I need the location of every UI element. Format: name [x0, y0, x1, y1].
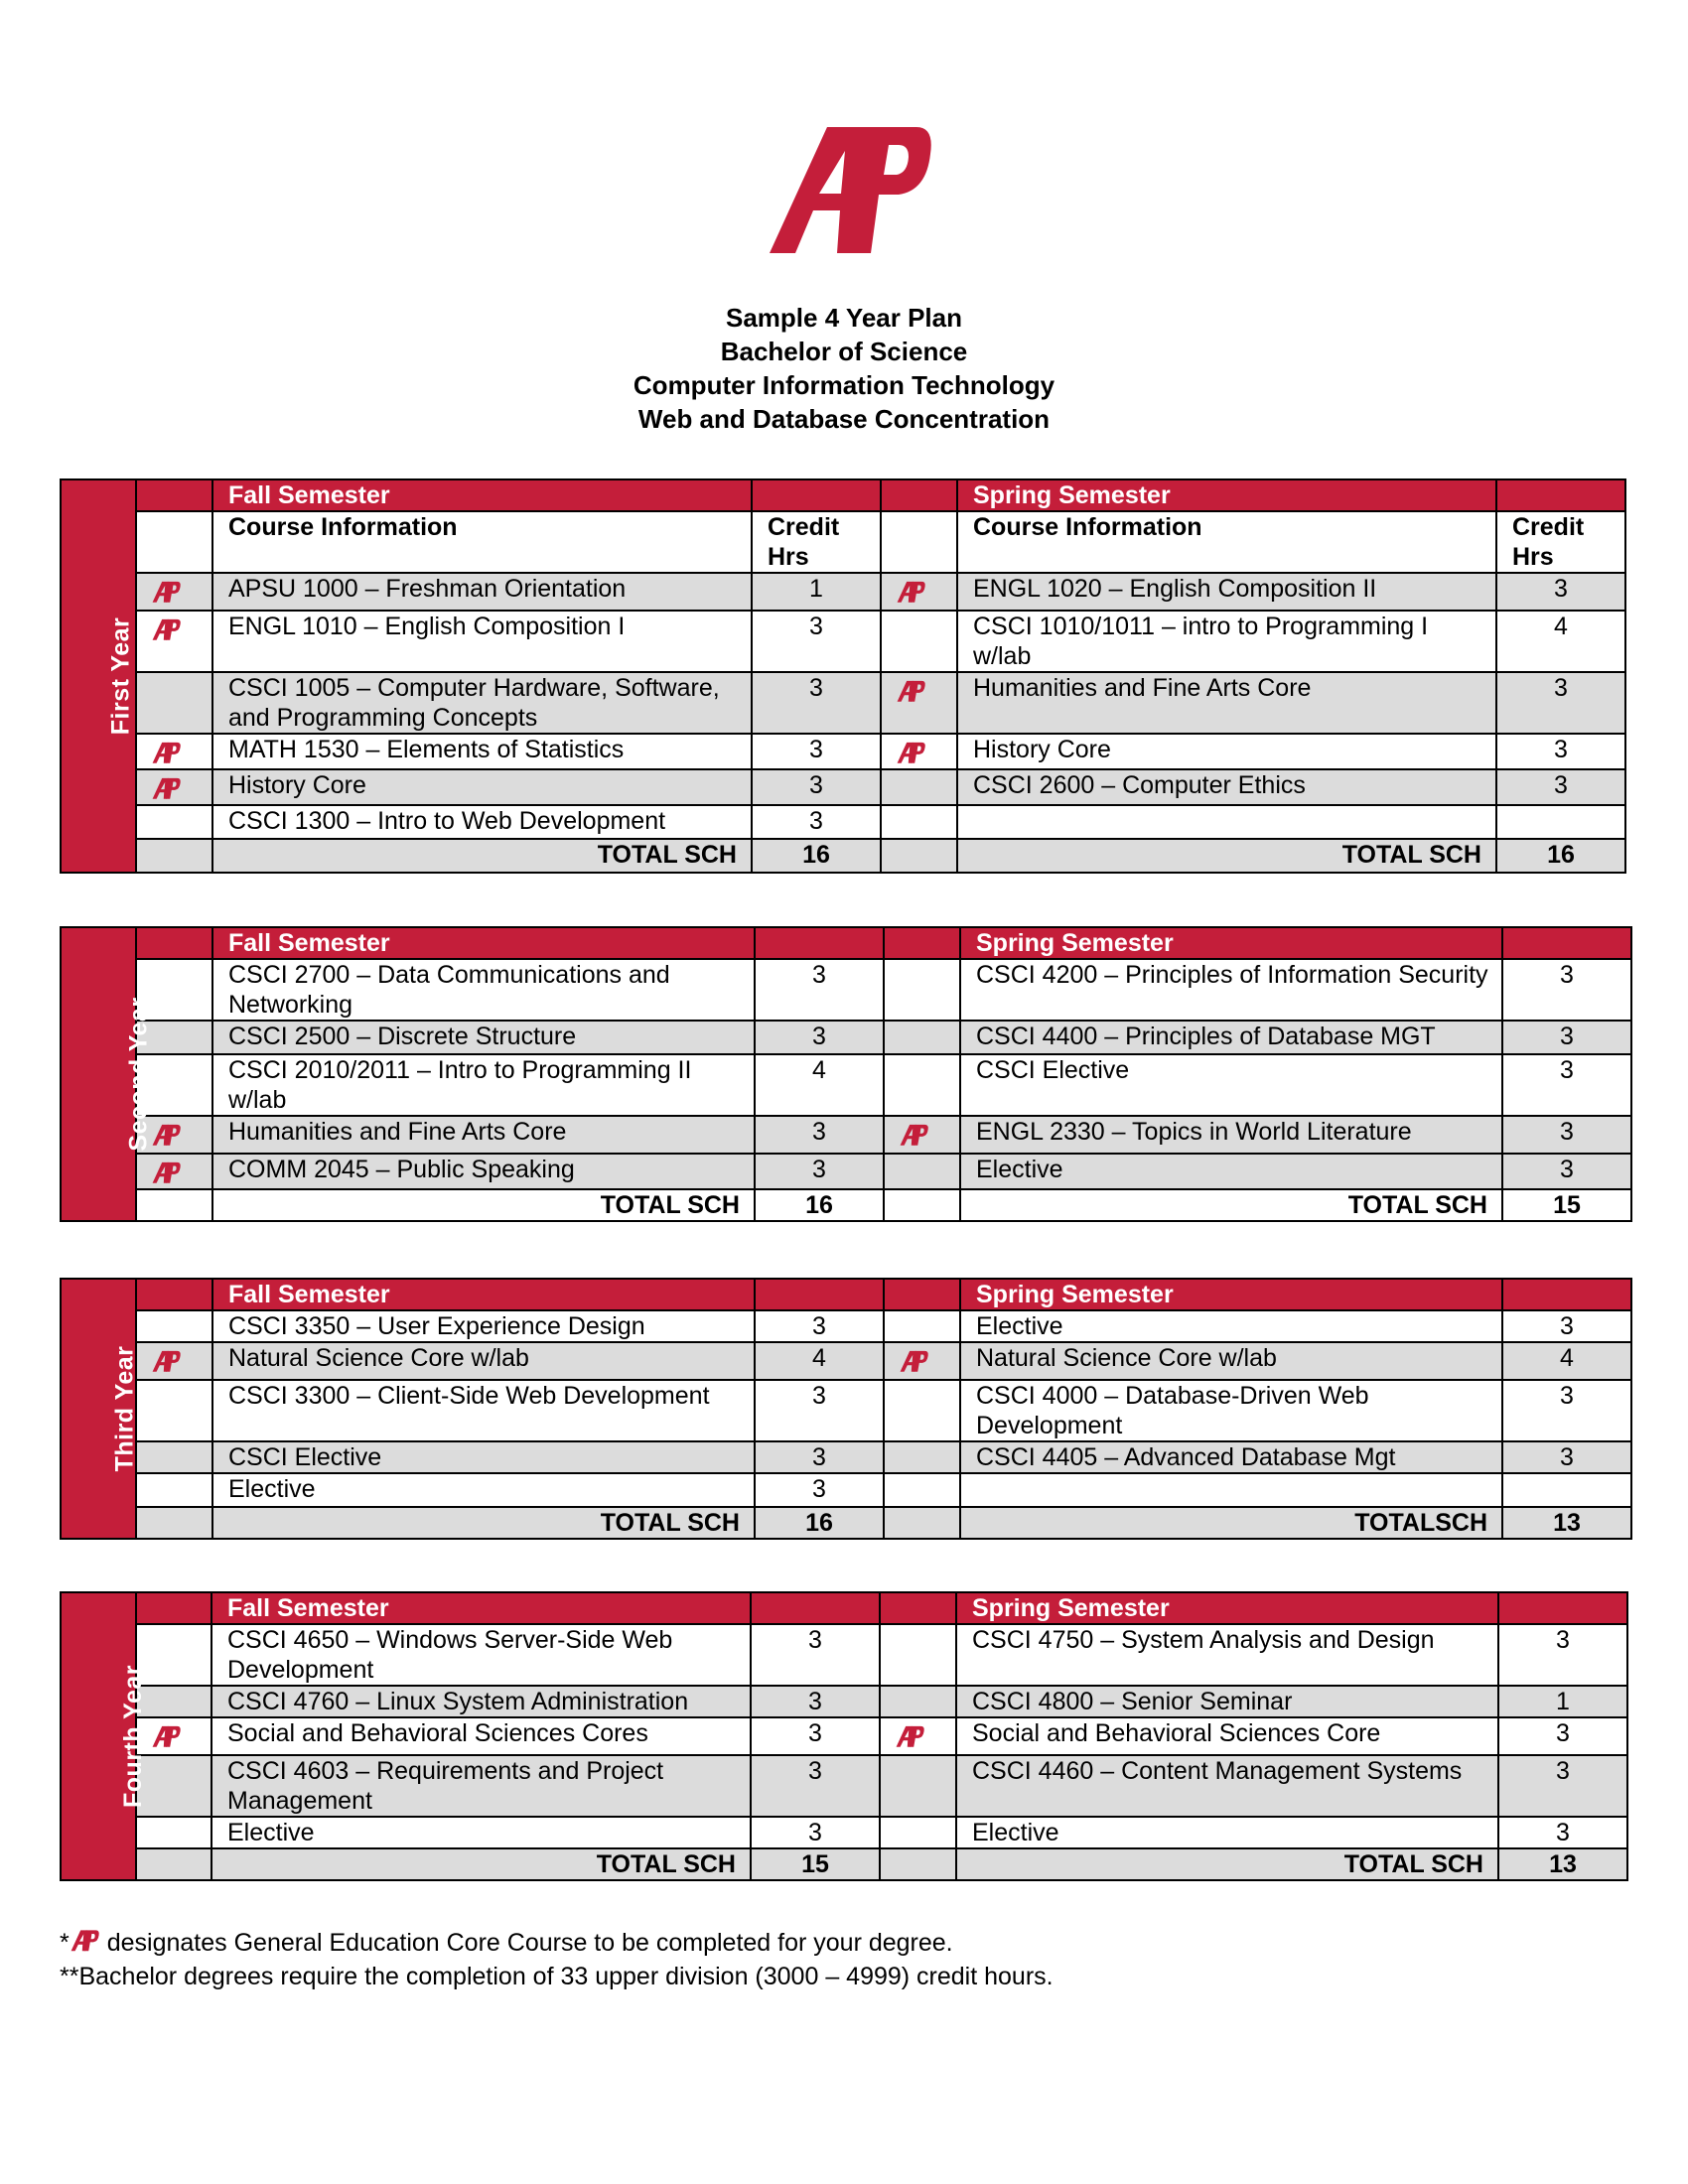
fall-credit-hrs: 3	[755, 1021, 884, 1054]
ap-core-icon	[151, 1159, 183, 1185]
total-spacer	[884, 1189, 960, 1221]
spring-core-marker	[884, 1116, 960, 1154]
spring-core-marker	[884, 1342, 960, 1380]
spring-semester-header: Spring Semester	[960, 1279, 1502, 1310]
year-label-cell	[61, 1592, 147, 1880]
fall-course: CSCI 2700 – Data Communications and Networking	[212, 959, 755, 1021]
spring-course: CSCI 4405 – Advanced Database Mgt	[960, 1441, 1502, 1473]
course-row	[61, 805, 1625, 839]
course-row	[61, 1310, 1631, 1342]
spring-course: History Core	[957, 734, 1496, 769]
fall-core-marker	[136, 805, 212, 839]
spring-total-label: TOTAL SCH	[956, 1848, 1498, 1880]
fall-credit-hrs: 3	[752, 734, 881, 769]
spring-semester-header: Spring Semester	[956, 1592, 1498, 1624]
fall-course: CSCI 1300 – Intro to Web Development	[212, 805, 752, 839]
spring-credit-hrs: 3	[1502, 1054, 1631, 1116]
fall-core-marker	[136, 573, 212, 611]
spring-core-marker	[884, 1054, 960, 1116]
ap-core-icon	[151, 1347, 183, 1374]
spring-course: CSCI Elective	[960, 1054, 1502, 1116]
fall-credit-hrs: 3	[755, 1441, 884, 1473]
spring-credit-hrs: 3	[1502, 959, 1631, 1021]
spring-course	[957, 805, 1496, 839]
fall-course: CSCI 3300 – Client-Side Web Development	[212, 1380, 755, 1441]
course-row	[61, 1441, 1631, 1473]
ap-core-icon	[151, 578, 183, 605]
year-label-cell	[61, 1279, 139, 1539]
course-row	[61, 1342, 1631, 1380]
ap-core-icon	[151, 1121, 183, 1148]
fall-course: CSCI 2010/2011 – Intro to Programming II w/lab	[212, 1054, 755, 1116]
spring-core-marker	[880, 1817, 956, 1848]
fall-credit-hrs: 1	[752, 573, 881, 611]
header-spacer	[1502, 927, 1631, 959]
fall-credit-hrs: 3	[752, 805, 881, 839]
ap-core-icon	[151, 615, 183, 642]
total-spacer	[136, 1848, 211, 1880]
spring-credit-hrs: 3	[1498, 1717, 1627, 1755]
title-line-3: Computer Information Technology	[633, 370, 1055, 400]
title-line-2: Bachelor of Science	[720, 337, 968, 366]
fall-core-marker	[136, 1310, 212, 1342]
course-row	[61, 672, 1625, 734]
course-row	[61, 573, 1625, 611]
fall-course: CSCI 2500 – Discrete Structure	[212, 1021, 755, 1054]
fall-semester-header: Fall Semester	[212, 1279, 755, 1310]
fall-total-label: TOTAL SCH	[212, 839, 752, 873]
fall-core-marker	[136, 1473, 212, 1507]
spring-course: CSCI 4460 – Content Management Systems	[956, 1755, 1498, 1817]
credit-hrs-header: Credit Hrs	[1496, 511, 1625, 573]
spring-credit-hrs: 3	[1502, 1380, 1631, 1441]
spring-core-marker	[884, 1441, 960, 1473]
spring-credit-hrs: 3	[1502, 1154, 1631, 1189]
title-line-1: Sample 4 Year Plan	[726, 303, 962, 333]
spring-total-label: TOTAL SCH	[957, 839, 1496, 873]
fall-credit-hrs: 3	[755, 1310, 884, 1342]
fall-credit-hrs: 3	[755, 959, 884, 1021]
header-spacer	[1502, 1279, 1631, 1310]
total-spacer	[136, 839, 212, 873]
spring-core-marker	[884, 1021, 960, 1054]
spring-credit-hrs: 3	[1496, 573, 1625, 611]
spring-course: CSCI 1010/1011 – intro to Programming I w/lab	[957, 611, 1496, 672]
fall-course: Elective	[211, 1817, 751, 1848]
spring-course: Humanities and Fine Arts Core	[957, 672, 1496, 734]
year-label: Third Year	[110, 1345, 139, 1472]
icon-column-header	[881, 511, 957, 573]
spring-core-marker	[884, 1310, 960, 1342]
spring-credit-hrs	[1502, 1473, 1631, 1507]
ap-core-icon	[151, 774, 183, 801]
fall-total-value: 16	[752, 839, 881, 873]
spring-core-marker	[881, 573, 957, 611]
header-spacer	[755, 1279, 884, 1310]
spring-core-marker	[880, 1624, 956, 1686]
total-spacer	[136, 1189, 212, 1221]
course-row	[61, 734, 1625, 769]
fall-core-marker	[136, 1817, 211, 1848]
header-spacer	[136, 1592, 211, 1624]
ap-core-icon	[899, 1121, 930, 1148]
spring-course: CSCI 4200 – Principles of Information Security	[960, 959, 1502, 1021]
fall-credit-hrs: 3	[751, 1817, 880, 1848]
ap-core-icon	[70, 1927, 101, 1953]
ap-core-icon	[151, 1722, 183, 1749]
spring-credit-hrs: 4	[1502, 1342, 1631, 1380]
spring-credit-hrs: 4	[1496, 611, 1625, 672]
spring-course: Natural Science Core w/lab	[960, 1342, 1502, 1380]
spring-credit-hrs: 1	[1498, 1686, 1627, 1717]
header-spacer	[1498, 1592, 1627, 1624]
header-spacer	[884, 927, 960, 959]
header-spacer	[752, 479, 881, 511]
fall-course: CSCI 4760 – Linux System Administration	[211, 1686, 751, 1717]
fall-course: APSU 1000 – Freshman Orientation	[212, 573, 752, 611]
year-label: First Year	[106, 616, 135, 736]
spring-credit-hrs: 3	[1502, 1116, 1631, 1154]
fall-credit-hrs: 3	[755, 1380, 884, 1441]
fall-core-marker	[136, 1380, 212, 1441]
total-spacer	[884, 1507, 960, 1539]
spring-credit-hrs: 3	[1498, 1817, 1627, 1848]
fall-credit-hrs: 3	[752, 611, 881, 672]
course-row	[61, 959, 1631, 1021]
fall-core-marker	[136, 672, 212, 734]
fall-course: Humanities and Fine Arts Core	[212, 1116, 755, 1154]
course-info-header: Course Information	[212, 511, 752, 573]
total-spacer	[881, 839, 957, 873]
fall-core-marker	[136, 1441, 212, 1473]
year-label-cell	[61, 479, 136, 873]
course-row	[61, 1054, 1631, 1116]
spring-course: CSCI 4800 – Senior Seminar	[956, 1686, 1498, 1717]
course-info-header: Course Information	[957, 511, 1496, 573]
fall-course: ENGL 1010 – English Composition I	[212, 611, 752, 672]
fall-core-marker	[136, 1342, 212, 1380]
title-line-4: Web and Database Concentration	[637, 404, 1051, 434]
course-row	[61, 1755, 1627, 1817]
spring-total-value: 16	[1496, 839, 1625, 873]
ap-core-icon	[896, 739, 927, 765]
fall-course: CSCI 1005 – Computer Hardware, Software, and Programming Concepts	[212, 672, 752, 734]
fall-semester-header: Fall Semester	[212, 479, 752, 511]
spring-course: Elective	[960, 1310, 1502, 1342]
spring-course: Elective	[956, 1817, 1498, 1848]
year-plan-table	[60, 478, 1626, 874]
fall-total-label: TOTAL SCH	[212, 1189, 755, 1221]
footnote-core	[60, 1926, 1054, 1960]
ap-core-icon	[896, 677, 927, 704]
spring-credit-hrs: 3	[1496, 769, 1625, 805]
course-row	[61, 1473, 1631, 1507]
course-row	[61, 1624, 1627, 1686]
fall-credit-hrs: 3	[751, 1717, 880, 1755]
fall-credit-hrs: 3	[755, 1154, 884, 1189]
fall-semester-header: Fall Semester	[212, 927, 755, 959]
fall-course: Social and Behavioral Sciences Cores	[211, 1717, 751, 1755]
ap-logo	[758, 99, 936, 268]
fall-core-marker	[136, 1154, 212, 1189]
ap-core-icon	[899, 1347, 930, 1374]
course-row	[61, 769, 1625, 805]
fall-core-marker	[136, 734, 212, 769]
year-plan-table	[60, 1591, 1628, 1881]
fall-course: CSCI 4650 – Windows Server-Side Web Development	[211, 1624, 751, 1686]
spring-total-value: 15	[1502, 1189, 1631, 1221]
course-row	[61, 611, 1625, 672]
header-spacer	[755, 927, 884, 959]
spring-core-marker	[880, 1717, 956, 1755]
spring-credit-hrs: 3	[1502, 1021, 1631, 1054]
fall-credit-hrs: 3	[751, 1624, 880, 1686]
footnote-star: *	[60, 1929, 70, 1957]
year-label-cell	[61, 927, 153, 1221]
spring-credit-hrs: 3	[1498, 1755, 1627, 1817]
ap-core-icon	[896, 578, 927, 605]
spring-core-marker	[884, 1154, 960, 1189]
fall-total-label: TOTAL SCH	[211, 1848, 751, 1880]
spring-total-label: TOTAL SCH	[960, 1189, 1502, 1221]
course-row	[61, 1686, 1627, 1717]
header-spacer	[880, 1592, 956, 1624]
spring-core-marker	[881, 734, 957, 769]
course-row	[61, 1817, 1627, 1848]
fall-course: Natural Science Core w/lab	[212, 1342, 755, 1380]
fall-credit-hrs: 4	[755, 1342, 884, 1380]
spring-course: ENGL 2330 – Topics in World Literature	[960, 1116, 1502, 1154]
spring-semester-header: Spring Semester	[957, 479, 1496, 511]
header-spacer	[136, 927, 212, 959]
spring-total-value: 13	[1498, 1848, 1627, 1880]
fall-semester-header: Fall Semester	[211, 1592, 751, 1624]
footnote-line-1: designates General Education Core Course to be completed for your degree.	[106, 1929, 953, 1957]
year-label: Fourth Year	[118, 1665, 147, 1808]
fall-credit-hrs: 3	[751, 1686, 880, 1717]
fall-credit-hrs: 3	[751, 1755, 880, 1817]
course-row	[61, 1717, 1627, 1755]
spring-core-marker	[881, 672, 957, 734]
fall-total-value: 16	[755, 1507, 884, 1539]
spring-credit-hrs: 3	[1496, 672, 1625, 734]
spring-course	[960, 1473, 1502, 1507]
spring-core-marker	[884, 1473, 960, 1507]
fall-credit-hrs: 3	[755, 1473, 884, 1507]
total-spacer	[136, 1507, 212, 1539]
spring-core-marker	[880, 1686, 956, 1717]
spring-core-marker	[881, 769, 957, 805]
fall-credit-hrs: 3	[752, 769, 881, 805]
spring-semester-header: Spring Semester	[960, 927, 1502, 959]
spring-credit-hrs: 3	[1502, 1441, 1631, 1473]
spring-course: Elective	[960, 1154, 1502, 1189]
course-row	[61, 1021, 1631, 1054]
fall-course: CSCI 4603 – Requirements and Project Management	[211, 1755, 751, 1817]
fall-core-marker	[136, 611, 212, 672]
spring-credit-hrs	[1496, 805, 1625, 839]
fall-core-marker	[136, 769, 212, 805]
header-spacer	[884, 1279, 960, 1310]
spring-total-label: TOTALSCH	[960, 1507, 1502, 1539]
credit-hrs-header: Credit Hrs	[752, 511, 881, 573]
spring-course: Social and Behavioral Sciences Core	[956, 1717, 1498, 1755]
fall-credit-hrs: 3	[755, 1116, 884, 1154]
spring-core-marker	[880, 1755, 956, 1817]
spring-course: ENGL 1020 – English Composition II	[957, 573, 1496, 611]
year-label: Second Year	[124, 997, 153, 1152]
spring-core-marker	[884, 1380, 960, 1441]
spring-course: CSCI 4750 – System Analysis and Design	[956, 1624, 1498, 1686]
header-spacer	[881, 479, 957, 511]
header-spacer	[136, 1279, 212, 1310]
fall-course: History Core	[212, 769, 752, 805]
course-row	[61, 1116, 1631, 1154]
fall-total-label: TOTAL SCH	[212, 1507, 755, 1539]
year-plan-table	[60, 1278, 1632, 1540]
spring-course: CSCI 2600 – Computer Ethics	[957, 769, 1496, 805]
spring-credit-hrs: 3	[1496, 734, 1625, 769]
fall-course: CSCI 3350 – User Experience Design	[212, 1310, 755, 1342]
spring-course: CSCI 4400 – Principles of Database MGT	[960, 1021, 1502, 1054]
fall-credit-hrs: 4	[755, 1054, 884, 1116]
spring-core-marker	[881, 611, 957, 672]
header-spacer	[751, 1592, 880, 1624]
icon-column-header	[136, 511, 212, 573]
fall-course: Elective	[212, 1473, 755, 1507]
header-spacer	[136, 479, 212, 511]
fall-credit-hrs: 3	[752, 672, 881, 734]
fall-course: MATH 1530 – Elements of Statistics	[212, 734, 752, 769]
ap-core-icon	[895, 1722, 926, 1749]
document-title	[0, 301, 1688, 436]
total-spacer	[880, 1848, 956, 1880]
spring-credit-hrs: 3	[1502, 1310, 1631, 1342]
fall-total-value: 16	[755, 1189, 884, 1221]
spring-course: CSCI 4000 – Database-Driven Web Development	[960, 1380, 1502, 1441]
spring-total-value: 13	[1502, 1507, 1631, 1539]
spring-core-marker	[881, 805, 957, 839]
footnotes	[60, 1926, 1054, 1993]
fall-total-value: 15	[751, 1848, 880, 1880]
fall-course: CSCI Elective	[212, 1441, 755, 1473]
spring-credit-hrs: 3	[1498, 1624, 1627, 1686]
course-row	[61, 1380, 1631, 1441]
fall-course: COMM 2045 – Public Speaking	[212, 1154, 755, 1189]
footnote-line-2: **Bachelor degrees require the completion of 33 upper division (3000 – 4999) credit hours.	[60, 1963, 1054, 1990]
course-row	[61, 1154, 1631, 1189]
ap-core-icon	[151, 739, 183, 765]
header-spacer	[1496, 479, 1625, 511]
spring-core-marker	[884, 959, 960, 1021]
year-plan-table	[60, 926, 1632, 1222]
